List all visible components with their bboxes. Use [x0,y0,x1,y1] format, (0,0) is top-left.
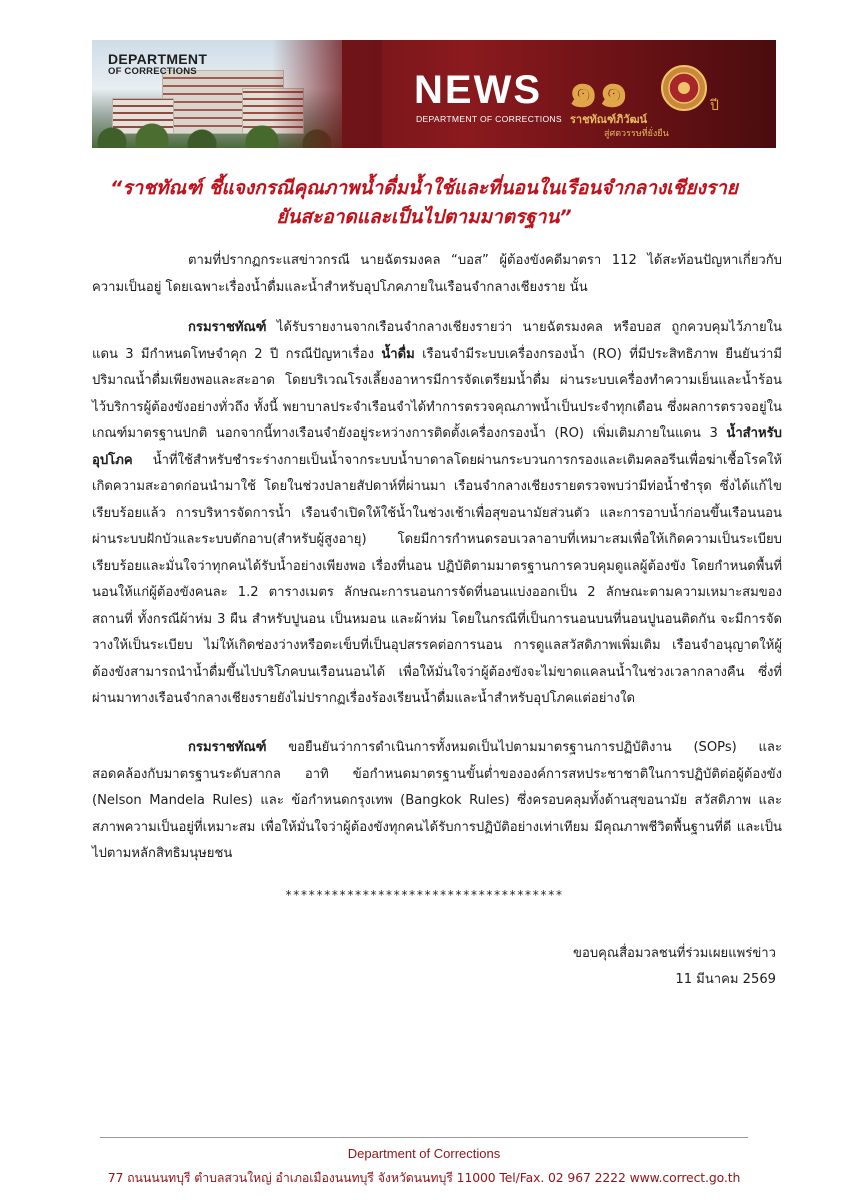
paragraph-intro: ตามที่ปรากฏกระแสข่าวกรณี นายฉัตรมงคล “บอส” ผู้ต้องขังคดีมาตรา 112 ได้สะท้อนปัญหาเกี่ยวกับความเป็นอยู่ โดยเฉพาะเรื่องน้ำดื่มและน้ำสำหรับอุปโภคภายในเรือนจำกลางเชียงราย นั้น [92,253,782,295]
footer-divider [100,1137,748,1138]
news-banner [92,40,776,148]
org-name: กรมราชทัณฑ์ [188,740,267,755]
department-logo-text [108,52,207,77]
bold-utility-water: น้ำสำหรับอุปโภค [92,426,782,468]
paragraph-details: กรมราชทัณฑ์ ได้รับรายงานจากเรือนจำกลางเชียงรายว่า นายฉัตรมงคล หรือบอส ถูกควบคุมไว้ภายในแดน 3 มีกำหนดโทษจำคุก 2 ปี กรณีปัญหาเรื่อง น้ำดื่ม เรือนจำมีระบบเครื่องกรองน้ำ (RO) ที่มีประสิทธิภาพ ยืนยันว่ามีปริมาณน้ำดื่มเพียงพอและสะอาด โดยบริเวณโรงเลี้ยงอาหารมีการจัดเตรียมน้ำดื่ม ผ่านระบบเครื่องทำความเย็นและน้ำร้อนไว้บริการผู้ต้องขังอย่างทั่วถึง ทั้งนี้ พยาบาลประจำเรือนจำได้ทำการตรวจคุณภาพน้ำเป็นประจำทุกเดือน ซึ่งผลการตรวจอยู่ในเกณฑ์มาตรฐานปกติ นอกจากนี้ทางเรือนจำยังอยู่ระหว่างการติดตั้งเครื่องกรองน้ำ (RO) เพิ่มเติมภายในแดน 3 น้ำสำหรับอุปโภค น้ำที่ใช้สำหรับชำระร่างกายเป็นน้ำจากระบบน้ำบาดาลโดยผ่านกระบวนการกรองและเติมคลอรีนเพื่อฆ่าเชื้อโรคให้เกิดความสะอาดก่อนนำมาใช้ โดยในช่วงปลายสัปดาห์ที่ผ่านมา เรือนจำกลางเชียงรายตรวจพบว่ามีท่อน้ำชำรุด ซึ่งได้แก้ไขเรียบร้อยแล้ว การบริหารจัดการน้ำ เรือนจำเปิดให้ใช้น้ำในช่วงเช้าเพื่อสุขอนามัยส่วนตัว และการอาบน้ำก่อนขึ้นเรือนนอนผ่านระบบฝักบัวและระบบตักอาบ(สำหรับผู้สูงอายุ) โดยมีการกำหนดรอบเวลาอาบที่เหมาะสมเพื่อให้เกิดความเป็นระเบียบเรียบร้อยและมั่นใจว่าทุกคนได้รับน้ำอย่างเพียงพอ เรื่องที่นอน ปฏิบัติตามมาตรฐานการควบคุมดูแลผู้ต้องขัง โดยกำหนดพื้นที่นอนให้แก่ผู้ต้องขังคนละ 1.2 ตารางเมตร ลักษณะการนอนการจัดที่นอนแบ่งออกเป็น 2 ลักษณะตามความเหมาะสมของสถานที่ ทั้งกรณีผ้าห่ม 3 ผืน สำหรับปูนอน เป็นหมอน และผ้าห่ม โดยในกรณีที่เป็นการนอนบนที่นอนปูนอนติดกัน จะมีการจัดวางให้เป็นระเบียบ ไม่ให้เกิดช่องว่างหรือตะเข็บที่เป็นอุปสรรคต่อการนอน การดูแลสวัสดิภาพเพิ่มเติม เรือนจำอนุญาตให้ผู้ต้องขังสามารถนำน้ำดื่มขึ้นไปบริโภคบนเรือนนอนได้ เพื่อให้มั่นใจว่าผู้ต้องขังจะไม่ขาดแคลนน้ำในช่วงเวลากลางคืน ซึ่งที่ผ่านมาทางเรือนจำกลางเชียงรายยังไม่ปรากฏเรื่องร้องเรียนน้ำดื่มและน้ำสำหรับอุปโภคแต่อย่างใด [92,320,783,706]
dept-line2: OF CORRECTIONS [108,65,197,77]
org-name: กรมราชทัณฑ์ [188,320,267,335]
emblem-caption: ราชทัณฑ์ภิวัฒน์ [570,113,648,126]
thanks-line: ขอบคุณสื่อมวลชนที่ร่วมเผยแพร่ข่าว [573,946,776,961]
news-title: NEWS [414,68,542,112]
headline-line2: ยันสะอาดและเป็นไปตามมาตรฐาน” [276,206,572,228]
paragraph-conclusion: กรมราชทัณฑ์ ขอยืนยันว่าการดำเนินการทั้งหมดเป็นไปตามมาตรฐานการปฏิบัติงาน (SOPs) และสอดคล้องกับมาตรฐานระดับสากล อาทิ ข้อกำหนดมาตรฐานขั้นต่ำขององค์การสหประชาชาติในการปฏิบัติต่อผู้ต้องขัง (Nelson Mandela Rules) และ ข้อกำหนดกรุงเทพ (Bangkok Rules) ซึ่งครอบคลุมทั้งด้านสุขอนามัย สวัสดิภาพ และสภาพความเป็นอยู่ที่เหมาะสม เพื่อให้มั่นใจว่าผู้ต้องขังทุกคนได้รับการปฏิบัติอย่างเท่าเทียม มีคุณภาพชีวิตพื้นฐานที่ดี และเป็นไปตามหลักสิทธิมนุษยชน [92,740,782,861]
svg-text:ปี: ปี [710,98,719,114]
separator: ************************************ [284,888,564,902]
emblem-subcaption: สู่ศตวรรษที่ยั่งยืน [604,129,669,139]
footer-address: 77 ถนนนนทบุรี ตำบลสวนใหญ่ อำเภอเมืองนนทบุรี จังหวัดนนทบุรี 11000 Tel/Fax. 02 967 2222 www.correct.go.th [107,1170,741,1185]
svg-text:๑๑: ๑๑ [568,62,629,118]
release-date: 11 มีนาคม 2569 [675,972,776,987]
footer-department: Department of Corrections [347,1146,501,1161]
dept-line1: DEPARTMENT [108,51,208,67]
headline-line1: “ราชทัณฑ์ ชี้แจงกรณีคุณภาพน้ำดื่มน้ำใช้และที่นอนในเรือนจำกลางเชียงราย [110,177,738,199]
news-subtitle: DEPARTMENT OF CORRECTIONS [416,114,562,124]
bold-drinking-water: น้ำดื่ม [381,346,415,362]
